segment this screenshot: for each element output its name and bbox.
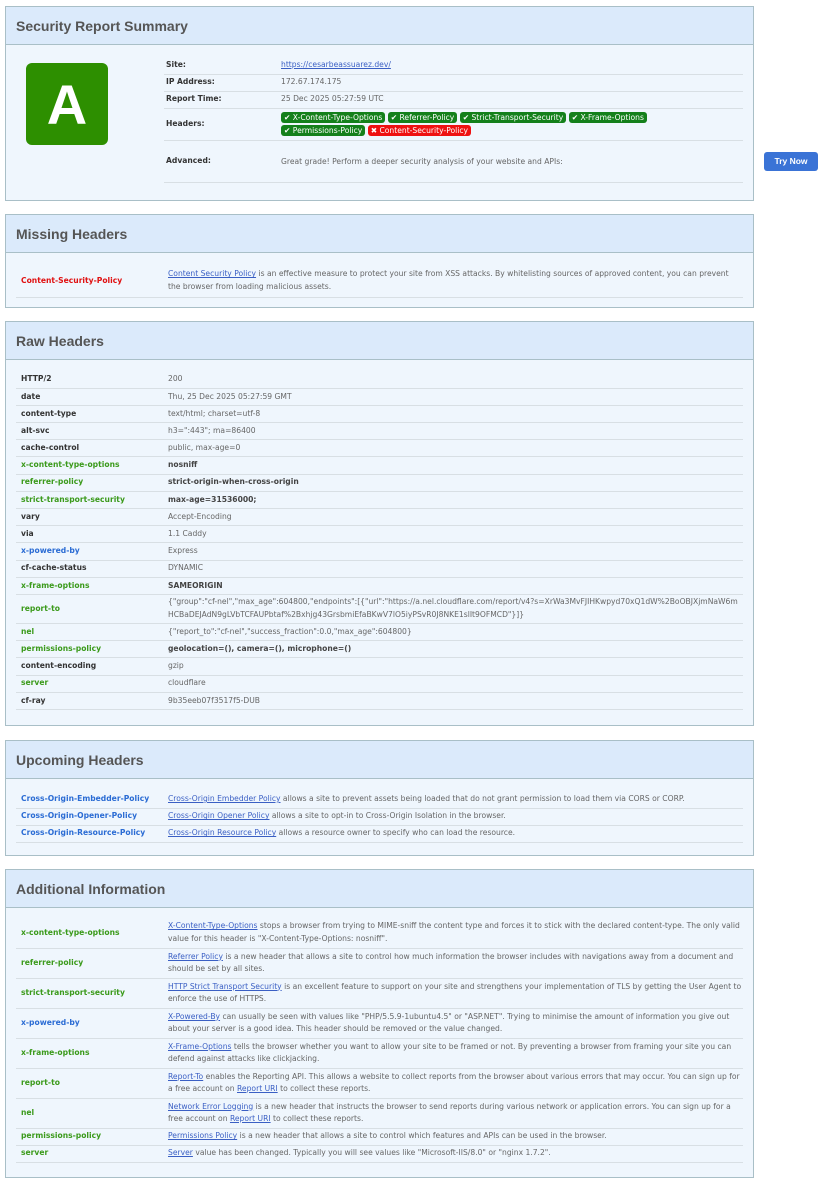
- description: is an excellent feature to support on your site and strengthens your implementation of TLS by getting the User Agent to enforce the use of HTTPS.: [168, 981, 742, 1003]
- header-value: Thu, 25 Dec 2025 05:27:59 GMT: [168, 388, 743, 405]
- pill-strict-transport-security: ✔ Strict-Transport-Security: [460, 112, 567, 123]
- table-row: [16, 1038, 743, 1068]
- grade-badge: A: [26, 63, 108, 145]
- advanced-label: Advanced:: [164, 140, 281, 182]
- table-row: [16, 675, 743, 692]
- table-row: [16, 405, 743, 422]
- header-name: server: [16, 1145, 168, 1162]
- header-name: strict-transport-security: [16, 491, 168, 508]
- headers-label: Headers:: [164, 108, 281, 140]
- info-link[interactable]: Report-To: [168, 1071, 204, 1081]
- description: can usually be seen with values like "PHP/5.5.9-1ubuntu4.5" or "ASP.NET". Trying to minimise the amount of information you give out about your server is a good idea. This header should be removed or the value changed.: [168, 1011, 730, 1033]
- header-name: Cross-Origin-Embedder-Policy: [16, 791, 168, 808]
- table-row: [16, 526, 743, 543]
- advanced-text: Great grade! Perform a deeper security analysis of your website and APIs:: [281, 156, 563, 166]
- description: to collect these reports.: [277, 1084, 371, 1093]
- header-value: h3=":443"; ma=86400: [168, 423, 743, 440]
- pill-permissions-policy: ✔ Permissions-Policy: [281, 125, 365, 136]
- table-row: [16, 543, 743, 560]
- table-row: [16, 560, 743, 577]
- header-pills: [281, 108, 743, 140]
- header-name: alt-svc: [16, 423, 168, 440]
- description: allows a resource owner to specify who can load the resource.: [276, 828, 516, 838]
- header-name: permissions-policy: [16, 641, 168, 658]
- header-name: strict-transport-security: [16, 978, 168, 1008]
- table-row: [16, 658, 743, 675]
- table-row: [16, 1145, 743, 1162]
- table-row: [16, 948, 743, 978]
- panel-title: Additional Information: [16, 880, 166, 897]
- table-row: [16, 491, 743, 508]
- coep-link[interactable]: Cross-Origin Embedder Policy: [168, 794, 281, 803]
- upcoming-headers-panel: [5, 740, 754, 856]
- table-row: [16, 509, 743, 526]
- header-value: Accept-Encoding: [168, 509, 743, 526]
- panel-title: Upcoming Headers: [16, 751, 144, 768]
- header-name: nel: [16, 623, 168, 640]
- table-row: [16, 808, 743, 825]
- ip-value: 172.67.174.175: [281, 74, 743, 91]
- table-row: [16, 371, 743, 388]
- report-time-label: Report Time:: [164, 91, 281, 108]
- header-name: x-frame-options: [16, 577, 168, 594]
- additional-information-panel: [5, 869, 754, 1178]
- header-value: public, max-age=0: [168, 440, 743, 457]
- ip-label: IP Address:: [164, 74, 281, 91]
- header-name: report-to: [16, 594, 168, 623]
- header-name: cf-cache-status: [16, 560, 168, 577]
- security-report-summary-panel: [5, 6, 808, 201]
- description: is an effective measure to protect your site from XSS attacks. By whitelisting sources of approved content, you can prevent the browser from loading malicious assets.: [168, 269, 729, 291]
- table-row: [16, 577, 743, 594]
- pill-referrer-policy: ✔ Referrer-Policy: [388, 112, 458, 123]
- header-name: server: [16, 675, 168, 692]
- header-value: SAMEORIGIN: [168, 577, 743, 594]
- table-row: [16, 1068, 743, 1098]
- header-name: x-powered-by: [16, 1008, 168, 1038]
- description: value has been changed. Typically you will see values like "Microsoft-IIS/8.0" or "nginx 1.7.2".: [192, 1148, 551, 1158]
- info-link[interactable]: Permissions Policy: [168, 1131, 238, 1141]
- description: is a new header that allows a site to control how much information the browser includes with navigations away from a document and should be set by all sites.: [168, 951, 734, 973]
- header-name: referrer-policy: [16, 474, 168, 491]
- table-row: [16, 1098, 743, 1128]
- header-name: x-powered-by: [16, 543, 168, 560]
- header-name: content-encoding: [16, 658, 168, 675]
- report-time-value: 25 Dec 2025 05:27:59 UTC: [281, 91, 743, 108]
- panel-title: Missing Headers: [16, 225, 128, 242]
- header-name: date: [16, 388, 168, 405]
- header-name: vary: [16, 509, 168, 526]
- panel-title: Security Report Summary: [16, 17, 188, 34]
- table-row: [16, 623, 743, 640]
- header-name: permissions-policy: [16, 1128, 168, 1145]
- description: enables the Reporting API. This allows a website to collect reports from the browser about various errors that may occur. You can sign up for a free account on: [168, 1071, 740, 1093]
- table-row: [16, 825, 743, 842]
- table-row: [16, 918, 743, 948]
- csp-link[interactable]: Content Security Policy: [168, 269, 257, 279]
- table-row: [16, 457, 743, 474]
- pill-x-frame-options: ✔ X-Frame-Options: [569, 112, 647, 123]
- header-name: x-content-type-options: [16, 918, 168, 948]
- corp-link[interactable]: Cross-Origin Resource Policy: [168, 828, 277, 838]
- header-value: cloudflare: [168, 675, 743, 692]
- header-name: x-frame-options: [16, 1038, 168, 1068]
- header-value: 200: [168, 371, 743, 388]
- table-row: [16, 978, 743, 1008]
- pill-content-security-policy: ✖ Content-Security-Policy: [368, 125, 471, 136]
- coop-link[interactable]: Cross-Origin Opener Policy: [168, 811, 270, 821]
- header-name: report-to: [16, 1068, 168, 1098]
- header-value: Express: [168, 543, 743, 560]
- header-value: DYNAMIC: [168, 560, 743, 577]
- panel-title: Raw Headers: [16, 332, 104, 349]
- info-link[interactable]: Server: [168, 1148, 193, 1158]
- report-uri-link[interactable]: Report URI: [229, 1114, 271, 1123]
- header-value: geolocation=(), camera=(), microphone=(): [168, 641, 743, 658]
- header-value: strict-origin-when-cross-origin: [168, 474, 743, 491]
- missing-header-name: Content-Security-Policy: [16, 265, 168, 297]
- table-row: [16, 641, 743, 658]
- header-name: via: [16, 526, 168, 543]
- info-link[interactable]: HTTP Strict Transport Security: [168, 981, 282, 991]
- header-name: HTTP/2: [16, 371, 168, 388]
- description: stops a browser from trying to MIME-sniff the content type and forces it to stick with the declared content-type. The only valid value for this header is "X-Content-Type-Options: nosniff".: [168, 921, 740, 943]
- header-value: {"report_to":"cf-nel","success_fraction":0.0,"max_age":604800}: [168, 623, 743, 640]
- table-row: [16, 388, 743, 405]
- table-row: [16, 791, 743, 808]
- description: is a new header that allows a site to control which features and APIs can be used in the browser.: [237, 1131, 607, 1141]
- header-value: 1.1 Caddy: [168, 526, 743, 543]
- header-name: x-content-type-options: [16, 457, 168, 474]
- description: to collect these reports.: [270, 1114, 364, 1123]
- header-value: 9b35eeb07f3517f5-DUB: [168, 692, 743, 709]
- description: tells the browser whether you want to allow your site to be framed or not. By preventing a browser from framing your site you can defend against attacks like clickjacking.: [168, 1041, 732, 1063]
- table-row: [16, 265, 743, 297]
- info-link[interactable]: Network Error Logging: [168, 1101, 254, 1111]
- header-name: nel: [16, 1098, 168, 1128]
- info-link[interactable]: X-Content-Type-Options: [168, 921, 258, 931]
- raw-headers-panel: [5, 321, 754, 726]
- header-value: nosniff: [168, 457, 743, 474]
- missing-headers-panel: [5, 214, 754, 308]
- table-row: [16, 1128, 743, 1145]
- site-link[interactable]: https://cesarbeassuarez.dev/: [281, 60, 391, 69]
- header-value: text/html; charset=utf-8: [168, 405, 743, 422]
- summary-table: [164, 57, 808, 183]
- try-now-button[interactable]: Try Now: [764, 152, 818, 171]
- info-link[interactable]: Referrer Policy: [168, 951, 223, 961]
- header-name: Cross-Origin-Resource-Policy: [16, 825, 168, 842]
- header-value: {"group":"cf-nel","max_age":604800,"endpoints":[{"url":"https://a.nel.cloudflare.com/report/v4?s=XrWa3MvFJIHKwpyd70xQ1dW%2BoOBJXjmNaW6mHCBaDEJAdN9gLVbTCFAUPbtaf%2Bxhjg43GrsbmiEfaBKwV7lO5iyPSvR0J8NKE1slIt9OFMCD"}]}: [168, 594, 743, 623]
- pill-x-content-type-options: ✔ X-Content-Type-Options: [281, 112, 385, 123]
- info-link[interactable]: X-Powered-By: [168, 1011, 221, 1021]
- header-name: cache-control: [16, 440, 168, 457]
- table-row: [16, 423, 743, 440]
- header-value: max-age=31536000;: [168, 491, 743, 508]
- header-value: gzip: [168, 658, 743, 675]
- header-name: Cross-Origin-Opener-Policy: [16, 808, 168, 825]
- table-row: [16, 692, 743, 709]
- header-name: cf-ray: [16, 692, 168, 709]
- header-name: referrer-policy: [16, 948, 168, 978]
- report-uri-link[interactable]: Report URI: [237, 1084, 278, 1093]
- table-row: [16, 1008, 743, 1038]
- description: is a new header that instructs the browser to send reports during various network or application errors. You can sign up for a free account on: [168, 1101, 731, 1123]
- table-row: [16, 474, 743, 491]
- site-label: Site:: [164, 57, 281, 74]
- info-link[interactable]: X-Frame-Options: [168, 1041, 232, 1051]
- description: allows a site to opt-in to Cross-Origin Isolation in the browser.: [269, 811, 506, 821]
- table-row: [16, 440, 743, 457]
- description: allows a site to prevent assets being loaded that do not grant permission to load them via CORS or CORP.: [280, 794, 685, 803]
- table-row: [16, 594, 743, 623]
- header-name: content-type: [16, 405, 168, 422]
